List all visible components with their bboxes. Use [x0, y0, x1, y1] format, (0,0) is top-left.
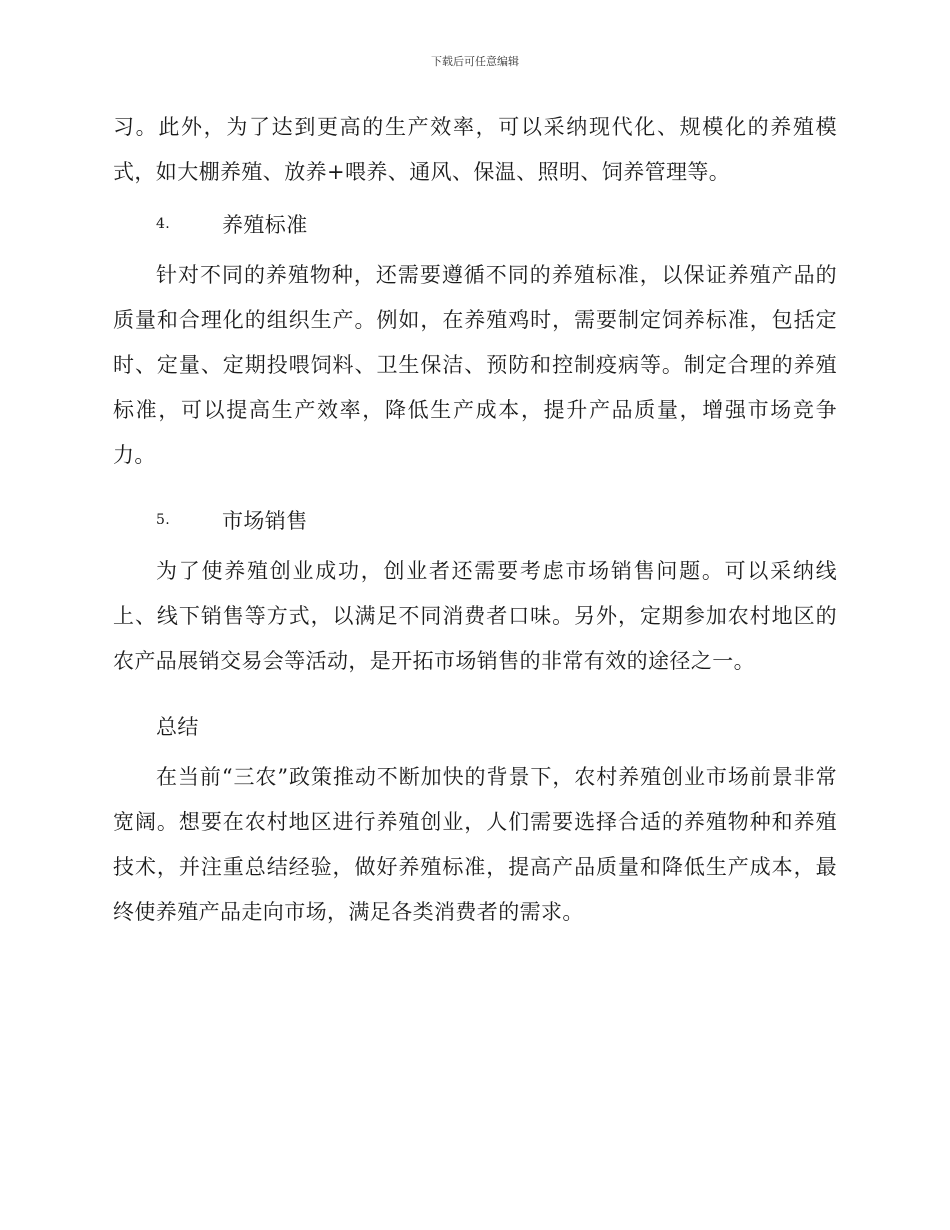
section-5-heading: [113, 491, 837, 549]
summary-heading: [113, 697, 837, 755]
summary-title: 总结: [156, 715, 199, 739]
section-4-heading: [113, 195, 837, 253]
section-5-paragraph: 为了使养殖创业成功，创业者还需要考虑市场销售问题。可以采纳线上、线下销售等方式，以满足不同消费者口味。另外，定期参加农村地区的农产品展销交易会等活动，是开拓市场销售的非常有效的途径之一。: [113, 559, 837, 673]
section-4-paragraph: 针对不同的养殖物种，还需要遵循不同的养殖标准，以保证养殖产品的质量和合理化的组织生产。例如，在养殖鸡时，需要制定饲养标准，包括定时、定量、定期投喂饲料、卫生保洁、预防和控制疫病等。制定合理的养殖标准，可以提高生产效率，降低生产成本，提升产品质量，增强市场竞争力。: [113, 263, 837, 467]
section-4-title: 养殖标准: [222, 213, 308, 237]
section-5-title: 市场销售: [222, 509, 308, 533]
document-body: [113, 105, 837, 935]
intro-paragraph: 习。此外，为了达到更高的生产效率，可以采纳现代化、规模化的养殖模式，如大棚养殖、放养+喂养、通风、保温、照明、饲养管理等。: [113, 115, 837, 184]
section-5-number: 5.: [156, 512, 171, 528]
spacer: [113, 684, 837, 697]
section-4-number: 4.: [156, 216, 171, 232]
summary-paragraph: 在当前“三农”政策推动不断加快的背景下，农村养殖创业市场前景非常宽阔。想要在农村地区进行养殖创业，人们需要选择合适的养殖物种和养殖技术，并注重总结经验，做好养殖标准，提高产品质量和降低生产成本，最终使养殖产品走向市场，满足各类消费者的需求。: [113, 765, 837, 924]
spacer: [113, 478, 837, 491]
page-header: 下载后可任意编辑: [431, 55, 519, 68]
